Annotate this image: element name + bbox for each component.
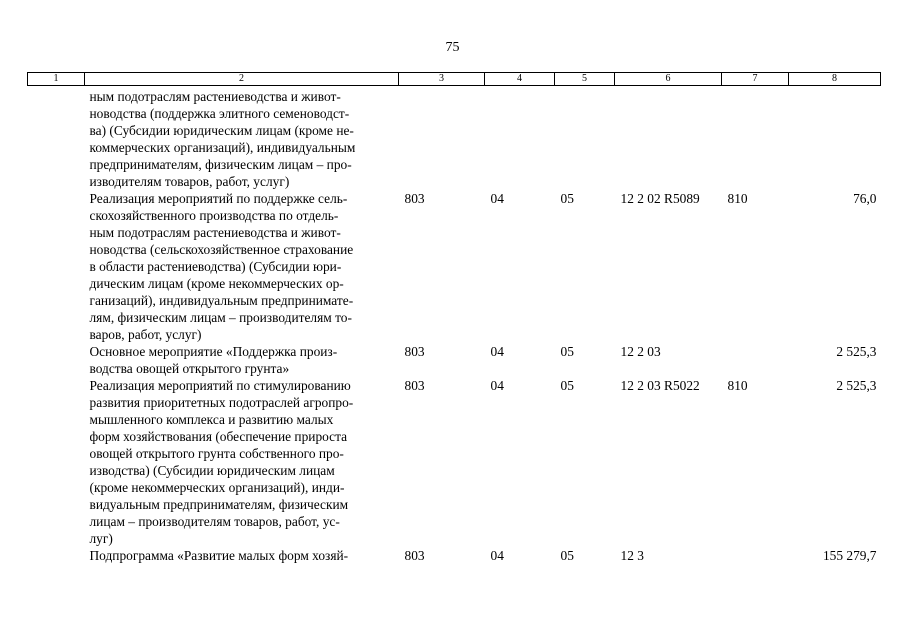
cell-col-1 [28, 190, 85, 343]
name-line: ганизаций), индивидуальным предпринимате- [89, 293, 354, 308]
table-body [28, 86, 881, 565]
name-line: мышленного комплекса и развитию малых [89, 412, 334, 427]
name-line: развития приоритетных подотраслей агропро- [89, 395, 354, 410]
name-line: изводства) (Субсидии юридическим лицам [89, 463, 335, 478]
name-line: форм хозяйствования (обеспечение прироста [89, 429, 348, 444]
name-line: водства овощей открытого грунта» [89, 361, 290, 376]
cell-subsection: 05 [560, 191, 574, 206]
cell-col-1 [28, 377, 85, 547]
column-number-6: 6 [615, 73, 722, 86]
name-line: овощей открытого грунта собственного про- [89, 446, 344, 461]
name-line: Основное мероприятие «Поддержка произ- [89, 344, 338, 359]
name-line: Реализация мероприятий по стимулированию [89, 378, 351, 393]
name-line: лям, физическим лицам – производителям то- [89, 310, 352, 325]
cell-expense-type: 810 [727, 378, 748, 393]
cell-col-1 [28, 86, 85, 191]
cell-subsection [555, 86, 615, 191]
column-number-1: 1 [28, 73, 85, 86]
name-line: дическим лицам (кроме некоммерческих ор- [89, 276, 344, 291]
cell-section: 04 [490, 344, 504, 359]
table-row [28, 86, 881, 191]
name-line: в области растениеводства) (Субсидии юри- [89, 259, 342, 274]
budget-table [27, 72, 881, 564]
cell-target-article: 12 2 02 R5089 [620, 191, 700, 206]
name-line: новодства (поддержка элитного семеноводст- [89, 106, 350, 121]
column-number-8: 8 [789, 73, 881, 86]
cell-amount: 2 525,3 [836, 344, 877, 359]
page-number: 75 [445, 40, 460, 55]
cell-subsection: 05 [560, 378, 574, 393]
name-line: ным подотраслям растениеводства и живот- [89, 225, 341, 240]
cell-expense-type [722, 86, 789, 191]
name-line: Подпрограмма «Развитие малых форм хозяй- [89, 548, 349, 563]
column-number-row [28, 73, 881, 86]
cell-name [85, 547, 399, 564]
cell-subsection: 05 [560, 548, 574, 563]
cell-section: 04 [490, 378, 504, 393]
cell-expense-type [722, 547, 789, 564]
cell-target-article: 12 2 03 [620, 344, 661, 359]
cell-admin-code: 803 [404, 548, 425, 563]
column-number-5: 5 [555, 73, 615, 86]
name-line: видуальным предпринимателям, физическим [89, 497, 349, 512]
cell-amount: 2 525,3 [836, 378, 877, 393]
cell-expense-type: 810 [727, 191, 748, 206]
cell-name [85, 190, 399, 343]
name-line: варов, работ, услуг) [89, 327, 202, 342]
name-line: луг) [89, 531, 113, 546]
table-row [28, 547, 881, 564]
name-line: коммерческих организаций), индивидуальным [89, 140, 356, 155]
cell-amount: 155 279,7 [822, 548, 877, 563]
name-line: предпринимателям, физическим лицам – про- [89, 157, 352, 172]
name-line: новодства (сельскохозяйственное страхование [89, 242, 354, 257]
cell-section: 04 [490, 548, 504, 563]
cell-amount [789, 86, 881, 191]
column-number-7: 7 [722, 73, 789, 86]
cell-admin-code [399, 86, 485, 191]
name-line: (кроме некоммерческих организаций), инди- [89, 480, 345, 495]
cell-expense-type [722, 343, 789, 377]
cell-name [85, 377, 399, 547]
name-line: ва) (Субсидии юридическим лицам (кроме не- [89, 123, 354, 138]
cell-amount: 76,0 [853, 191, 877, 206]
name-line: скохозяйственного производства по отдель- [89, 208, 339, 223]
table-row [28, 190, 881, 343]
cell-admin-code: 803 [404, 191, 425, 206]
cell-target-article: 12 2 03 R5022 [620, 378, 700, 393]
cell-target-article [615, 86, 722, 191]
name-line: Реализация мероприятий по поддержке сель- [89, 191, 348, 206]
table-row [28, 343, 881, 377]
cell-col-1 [28, 343, 85, 377]
column-number-3: 3 [399, 73, 485, 86]
cell-col-1 [28, 547, 85, 564]
name-line: изводителям товаров, работ, услуг) [89, 174, 290, 189]
cell-section [485, 86, 555, 191]
cell-subsection: 05 [560, 344, 574, 359]
name-line: лицам – производителям товаров, работ, ус- [89, 514, 340, 529]
cell-admin-code: 803 [404, 344, 425, 359]
cell-section: 04 [490, 191, 504, 206]
cell-target-article: 12 3 [620, 548, 644, 563]
name-line: ным подотраслям растениеводства и живот- [89, 89, 341, 104]
table-row [28, 377, 881, 547]
cell-admin-code: 803 [404, 378, 425, 393]
cell-name [85, 343, 399, 377]
column-number-4: 4 [485, 73, 555, 86]
cell-name [85, 86, 399, 191]
column-number-2: 2 [85, 73, 399, 86]
